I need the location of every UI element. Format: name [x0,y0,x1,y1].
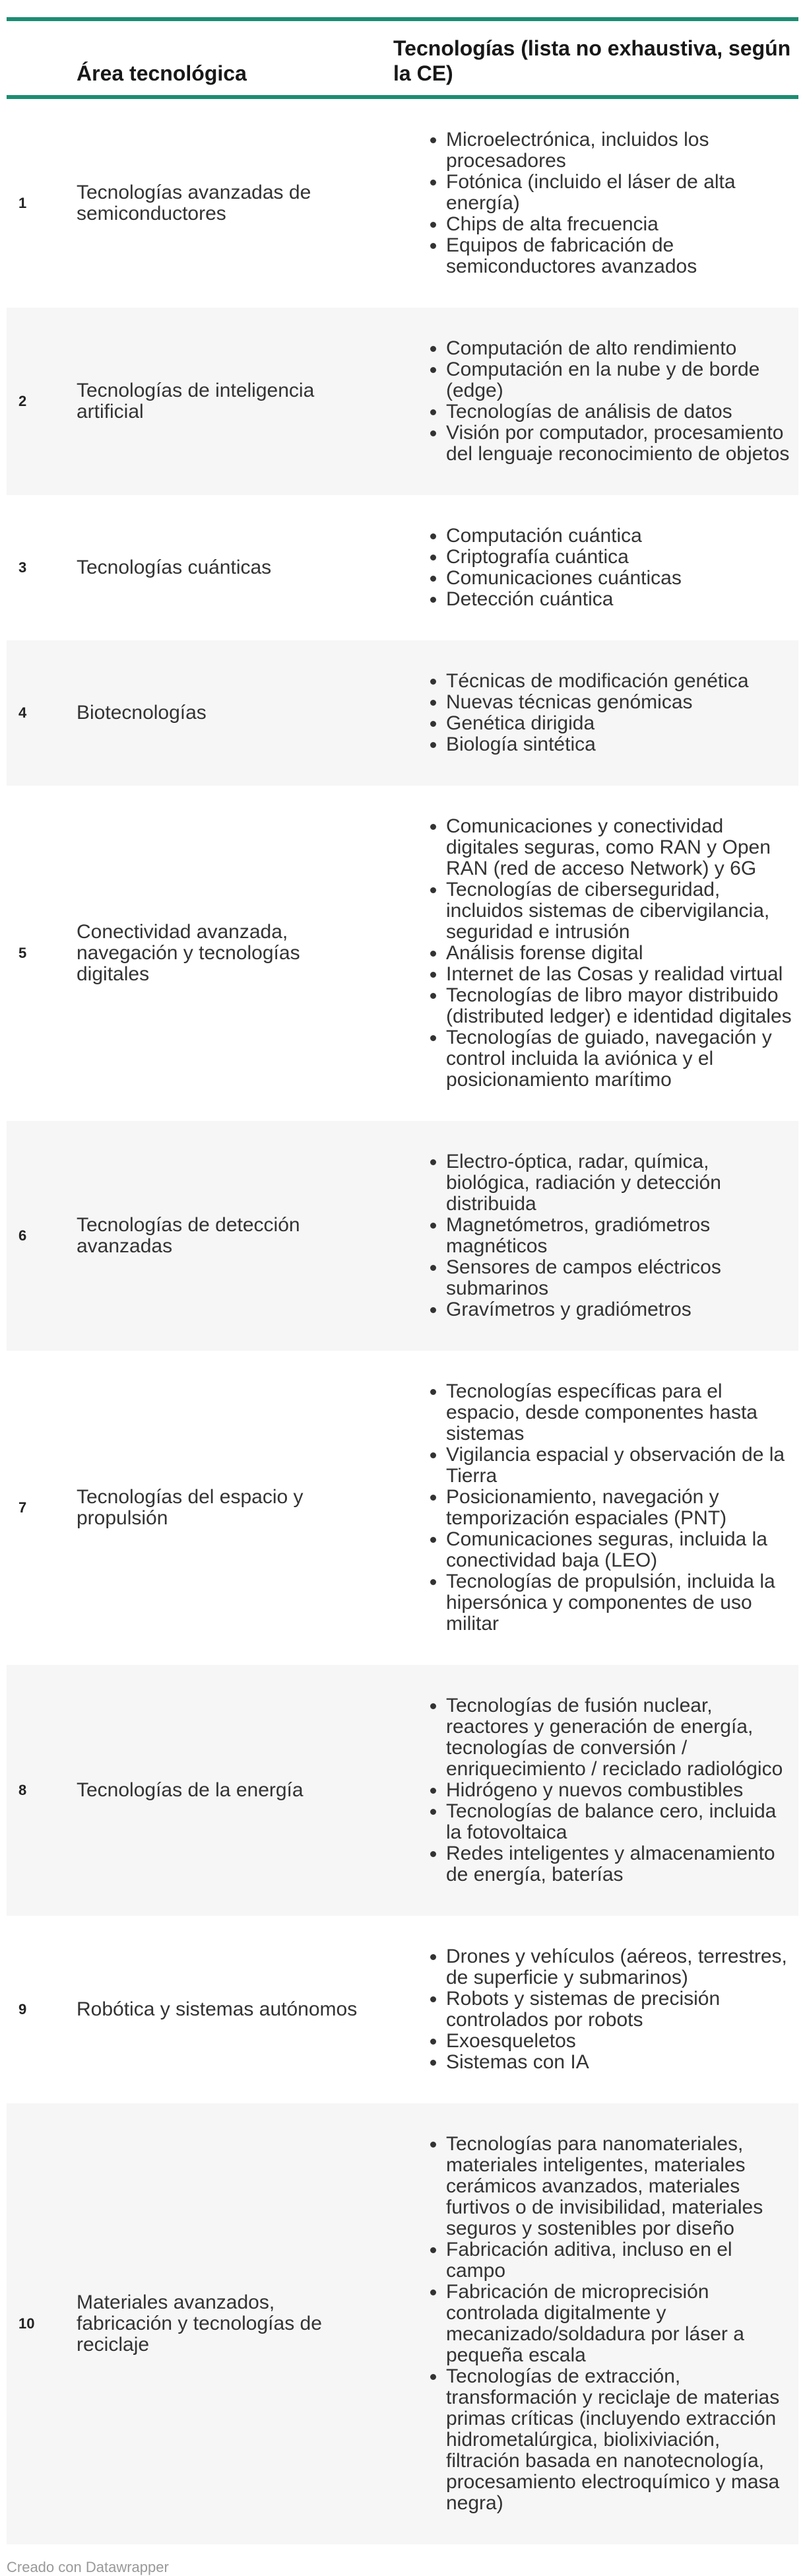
technology-item: • Nuevas técnicas genómicas [446,692,792,713]
technology-list [393,2134,792,2514]
row-area: Biotecnologías [77,702,207,724]
technology-item: • Chips de alta frecuencia [446,214,792,235]
row-number: 10 [18,2315,35,2332]
row-area: Tecnologías avanzadas de semiconductores [77,182,311,224]
datawrapper-credit: Creado con Datawrapper [7,2559,169,2575]
table-row [7,640,798,786]
row-area: Tecnologías de detección avanzadas [77,1214,300,1257]
row-technologies [383,495,798,640]
technology-item: • Comunicaciones seguras, incluida la conectividad baja (LEO) [446,1529,792,1571]
row-number: 9 [18,2001,27,2017]
technology-item: • Tecnologías de ciberseguridad, incluidos sistemas de cibervigilancia, seguridad e intrusión [446,879,792,943]
table-row [7,1665,798,1916]
technology-item: • Biología sintética [446,734,792,755]
technology-list [393,671,792,755]
technology-list [393,338,792,465]
row-number: 6 [18,1227,27,1244]
technology-list [393,1381,792,1635]
header-area[interactable]: Área tecnológica [77,61,247,85]
technology-item: • Análisis forense digital [446,943,792,964]
technology-item: • Gravímetros y gradiómetros [446,1299,792,1320]
row-area: Tecnologías del espacio y propulsión [77,1486,304,1529]
header-row [7,19,798,97]
technology-item: • Posicionamiento, navegación y temporización espaciales (PNT) [446,1487,792,1529]
technology-list [393,525,792,610]
table-row [7,97,798,308]
row-technologies [383,1121,798,1351]
technology-item: • Magnetómetros, gradiómetros magnéticos [446,1215,792,1257]
datawrapper-table-container [7,0,798,2576]
header-technologies[interactable]: Tecnologías (lista no exhaustiva, según la CE) [393,36,791,85]
technology-item: • Computación cuántica [446,525,792,547]
row-number: 3 [18,559,27,576]
technology-list [393,1151,792,1320]
row-number: 7 [18,1499,27,1516]
row-number: 8 [18,1782,27,1798]
technology-item: • Drones y vehículos (aéreos, terrestres, de superficie y submarinos) [446,1946,792,1988]
technology-item: • Computación en la nube y de borde (edge) [446,359,792,401]
row-technologies [383,308,798,495]
technology-item: • Tecnologías específicas para el espacio, desde componentes hasta sistemas [446,1381,792,1444]
technology-list [393,1695,792,1885]
technology-item: • Tecnologías de propulsión, incluida la hipersónica y componentes de uso militar [446,1571,792,1635]
technology-item: • Tecnologías de guiado, navegación y control incluida la aviónica y el posicionamiento marítimo [446,1027,792,1091]
technology-item: • Vigilancia espacial y observación de la Tierra [446,1444,792,1487]
row-area: Tecnologías cuánticas [77,557,272,578]
technology-item: • Tecnologías de extracción, transformación y reciclaje de materias primas críticas (incluyendo extracción hidrometalúrgica, biolixiviación, filtración basada en nanotecnología, procesamiento electroquímico y masa negra) [446,2366,792,2514]
table-header [7,19,798,97]
technology-item: • Tecnologías de análisis de datos [446,401,792,423]
table-row [7,2103,798,2544]
row-technologies [383,1916,798,2103]
row-technologies [383,1665,798,1916]
technology-list [393,1946,792,2073]
row-area: Robótica y sistemas autónomos [77,1998,358,2020]
technology-item: • Genética dirigida [446,713,792,734]
technology-item: • Fotónica (incluido el láser de alta energía) [446,172,792,214]
technology-item: • Tecnologías de balance cero, incluida la fotovoltaica [446,1801,792,1843]
table-row [7,1121,798,1351]
row-technologies [383,640,798,786]
technology-item: • Detección cuántica [446,589,792,610]
row-technologies [383,97,798,308]
technology-item: • Microelectrónica, incluidos los procesadores [446,129,792,172]
technology-item: • Comunicaciones y conectividad digitales seguras, como RAN y Open RAN (red de acceso Network) y 6G [446,816,792,879]
technology-item: • Tecnologías de libro mayor distribuido (distributed ledger) e identidad digitales [446,985,792,1027]
technology-item: • Computación de alto rendimiento [446,338,792,359]
table-body [7,97,798,2544]
technology-item: • Robots y sistemas de precisión controlados por robots [446,1988,792,2031]
technology-item: • Exoesqueletos [446,2031,792,2052]
technology-item: • Internet de las Cosas y realidad virtual [446,964,792,985]
technology-item: • Visión por computador, procesamiento del lenguaje reconocimiento de objetos [446,423,792,465]
technology-table [7,17,798,2544]
row-number: 1 [18,195,27,211]
table-row [7,495,798,640]
technology-item: • Electro-óptica, radar, química, biológica, radiación y detección distribuida [446,1151,792,1215]
technology-item: • Redes inteligentes y almacenamiento de energía, baterías [446,1843,792,1885]
technology-item: • Tecnologías para nanomateriales, materiales inteligentes, materiales cerámicos avanzados, materiales furtivos o de invisibilidad, materiales seguros y sostenibles por diseño [446,2134,792,2239]
row-technologies [383,786,798,1121]
row-technologies [383,1351,798,1665]
technology-item: • Criptografía cuántica [446,547,792,568]
header-number [7,19,55,97]
row-technologies [383,2103,798,2544]
row-number: 4 [18,704,27,721]
table-row [7,308,798,495]
table-row [7,1351,798,1665]
technology-item: • Equipos de fabricación de semiconductores avanzados [446,235,792,277]
row-number: 2 [18,393,27,409]
row-area: Tecnologías de inteligencia artificial [77,380,315,423]
technology-item: • Técnicas de modificación genética [446,671,792,692]
technology-list [393,129,792,277]
row-area: Conectividad avanzada, navegación y tecnologías digitales [77,921,300,985]
table-row [7,786,798,1121]
technology-item: • Comunicaciones cuánticas [446,568,792,589]
row-area: Materiales avanzados, fabricación y tecnologías de reciclaje [77,2291,322,2356]
row-area: Tecnologías de la energía [77,1779,304,1801]
technology-item: • Sensores de campos eléctricos submarinos [446,1257,792,1299]
technology-item: • Fabricación de microprecisión controlada digitalmente y mecanizado/soldadura por láser a pequeña escala [446,2282,792,2366]
technology-item: • Hidrógeno y nuevos combustibles [446,1780,792,1801]
row-number: 5 [18,945,27,961]
technology-item: • Fabricación aditiva, incluso en el campo [446,2239,792,2282]
table-row [7,1916,798,2103]
technology-item: • Sistemas con IA [446,2052,792,2073]
technology-list [393,816,792,1091]
technology-item: • Tecnologías de fusión nuclear, reactores y generación de energía, tecnologías de conversión / enriquecimiento / reciclado radiológico [446,1695,792,1780]
